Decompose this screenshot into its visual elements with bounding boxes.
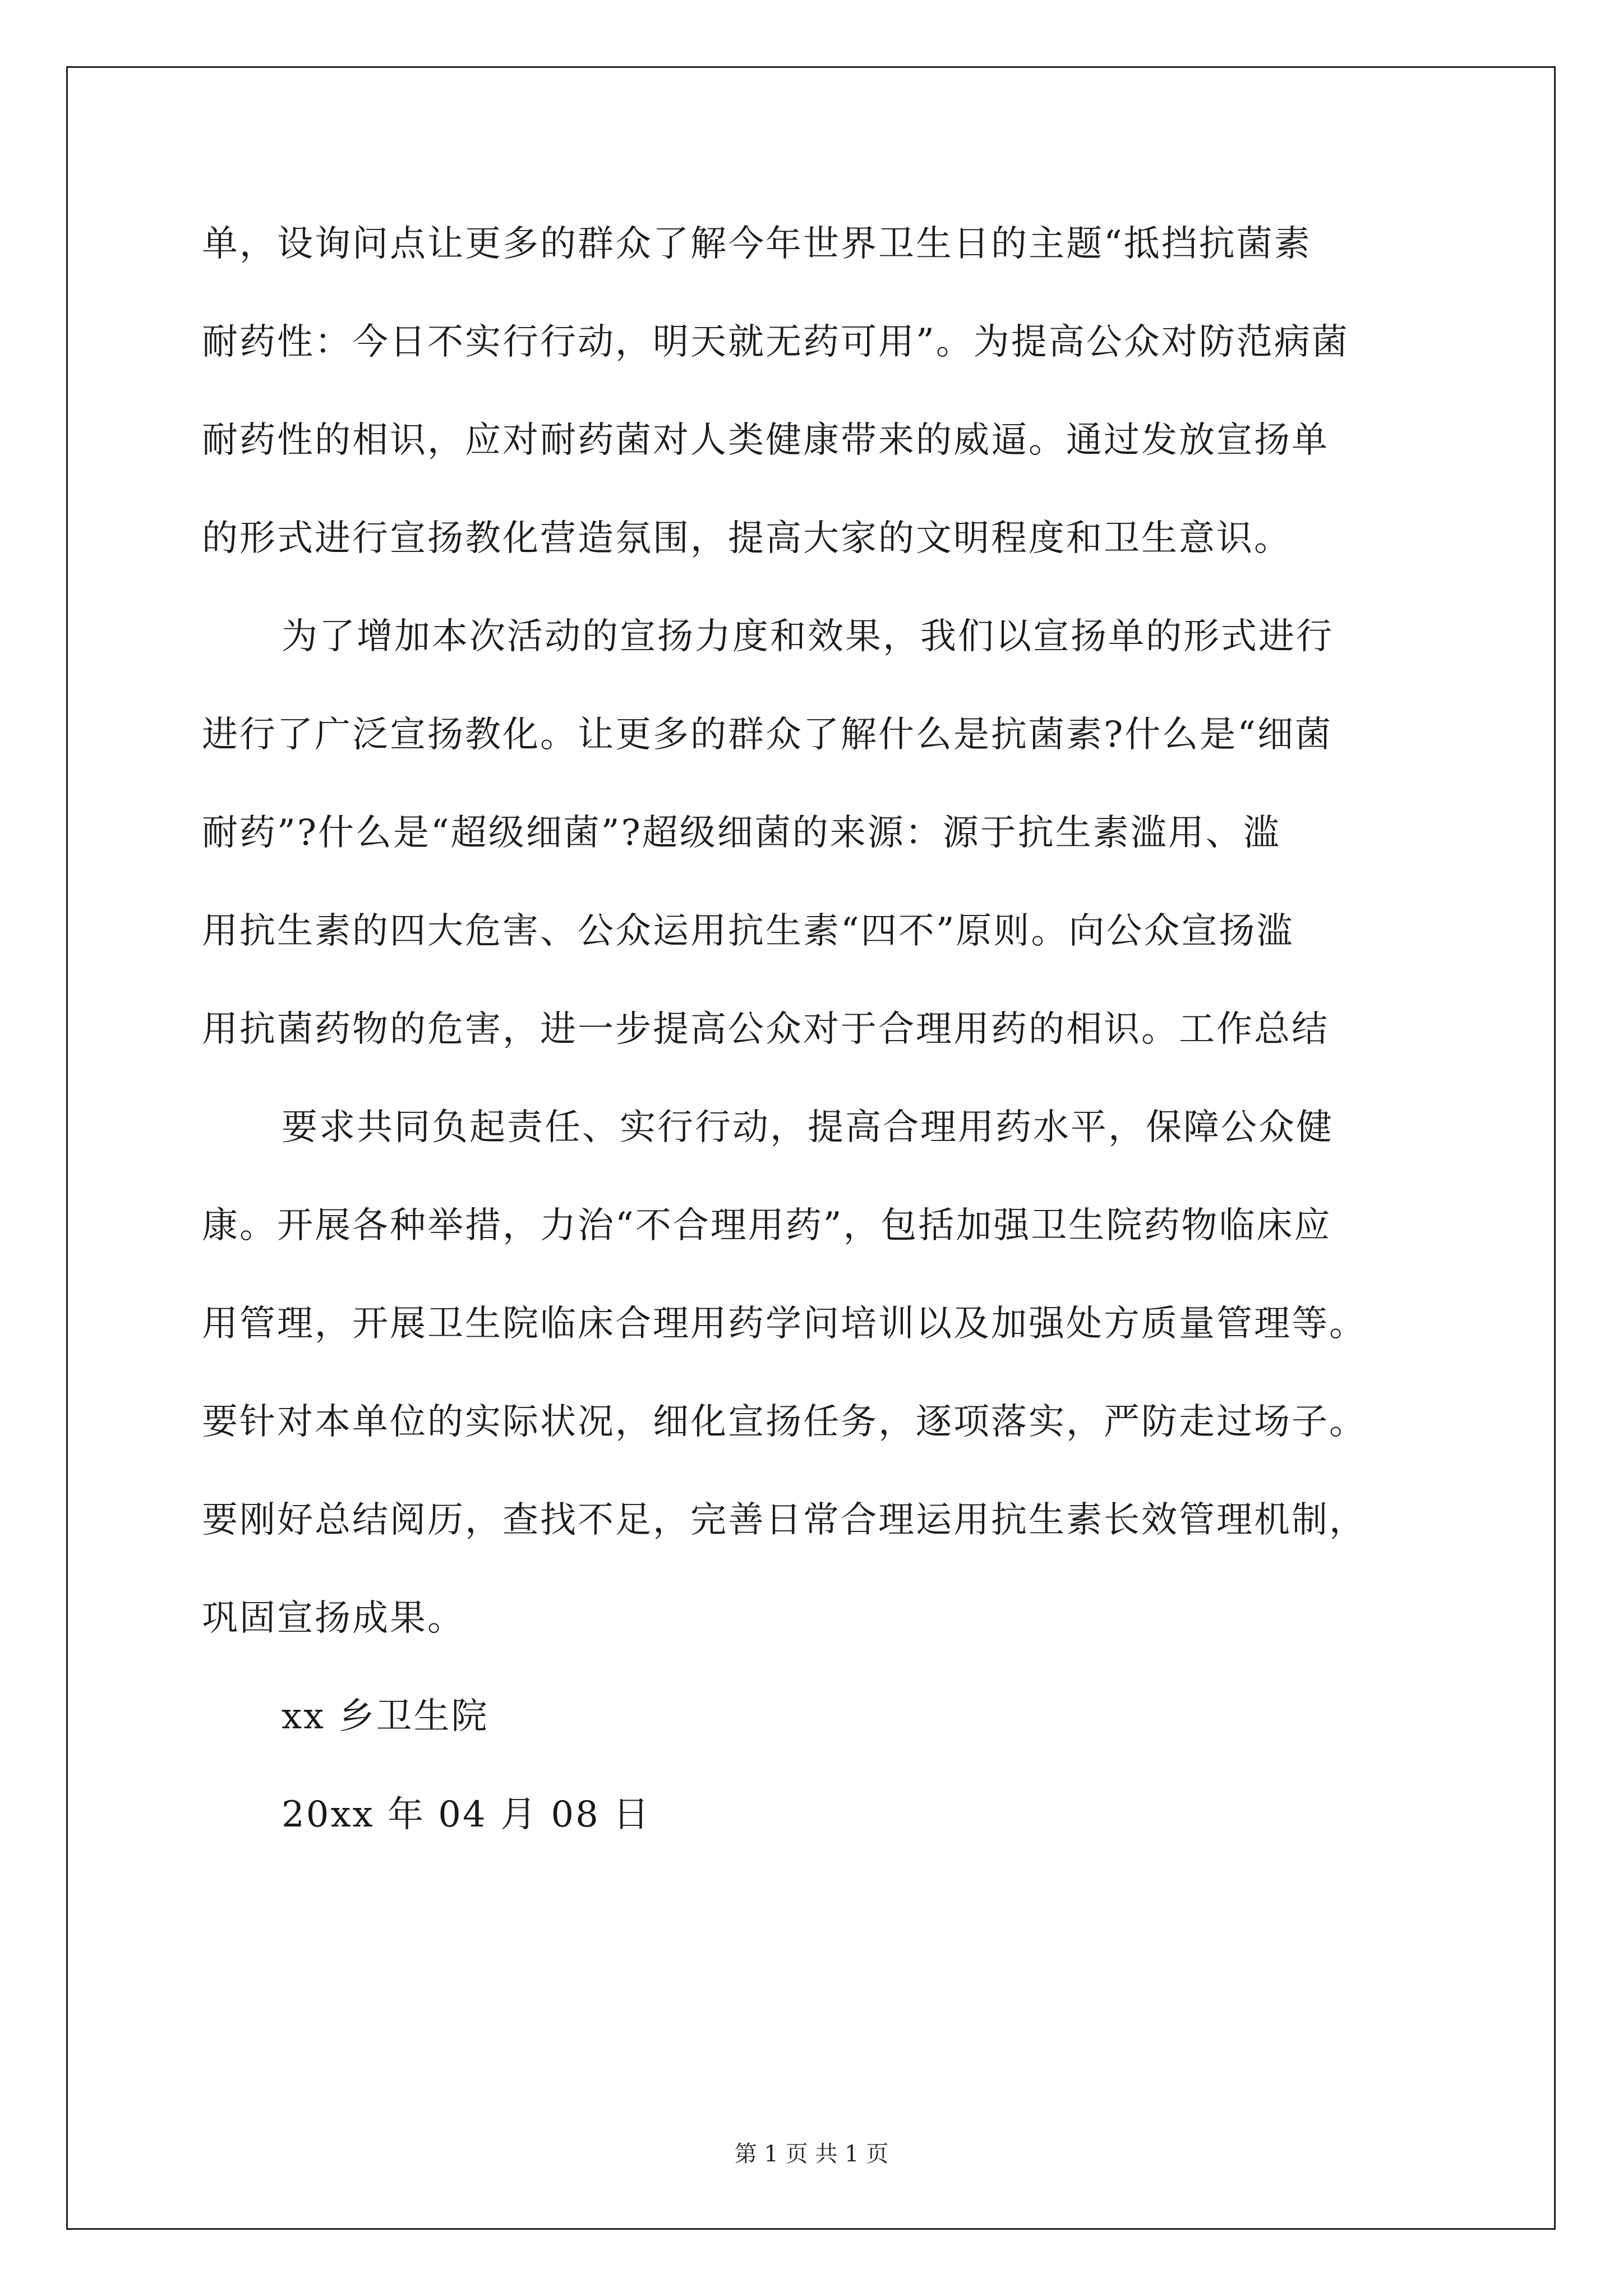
text-line: 20xx 年 04 月 08 日 — [282, 1794, 651, 1835]
text-line: 用抗生素的四大危害、公众运用抗生素“四不”原则。向公众宣扬滥 — [202, 910, 1294, 952]
document-body — [202, 222, 1427, 1890]
text-line: 用管理，开展卫生院临床合理用药学问培训以及加强处方质量管理等。 — [202, 1303, 1367, 1345]
text-line: 要刚好总结阅历，查找不足，完善日常合理运用抗生素长效管理机制， — [202, 1499, 1367, 1541]
text-line: 单，设询问点让更多的群众了解今年世界卫生日的主题“抵挡抗菌素 — [202, 223, 1312, 265]
text-line: 的形式进行宣扬教化营造氛围，提高大家的文明程度和卫生意识。 — [202, 518, 1292, 559]
text-line: 为了增加本次活动的宣扬力度和效果，我们以宣扬单的形式进行 — [282, 616, 1334, 657]
text-line: xx 乡卫生院 — [282, 1696, 489, 1737]
text-line: 耐药性：今日不实行行动，明天就无药可用”。为提高公众对防范病菌 — [202, 321, 1349, 363]
text-line: 康。开展各种举措，力治“不合理用药”，包括加强卫生院药物临床应 — [202, 1205, 1332, 1246]
text-line: 要求共同负起责任、实行行动，提高合理用药水平，保障公众健 — [282, 1107, 1334, 1148]
text-line: 进行了广泛宣扬教化。让更多的群众了解什么是抗菌素?什么是“细菌 — [202, 714, 1333, 756]
text-line: 用抗菌药物的危害，进一步提高公众对于合理用药的相识。工作总结 — [202, 1009, 1329, 1050]
text-line: 巩固宣扬成果。 — [202, 1598, 465, 1639]
text-line: 耐药性的相识，应对耐药菌对人类健康带来的威逼。通过发放宣扬单 — [202, 420, 1329, 461]
text-line: 耐药”?什么是“超级细菌”?超级细菌的来源：源于抗生素滥用、滥 — [202, 812, 1281, 854]
page-footer: 第 1 页 共 1 页 — [734, 2141, 889, 2167]
text-line: 要针对本单位的实际状况，细化宣扬任务，逐项落实，严防走过场子。 — [202, 1401, 1367, 1443]
